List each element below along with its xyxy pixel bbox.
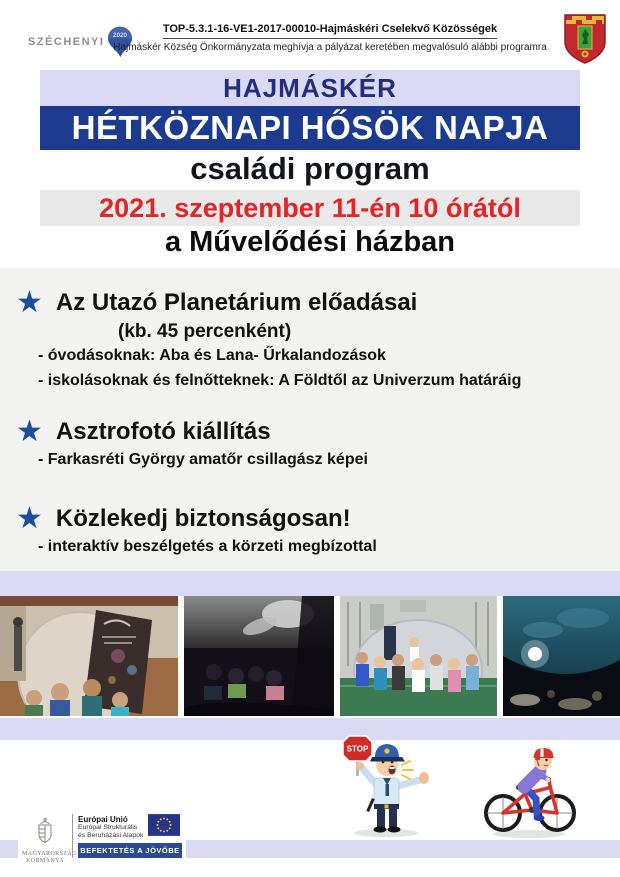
hungarian-coat-of-arms-icon: [35, 816, 55, 844]
eu-line3: és Beruházási Alapok: [78, 832, 144, 839]
hajmasker-coat-of-arms-icon: [562, 12, 608, 66]
svg-text:2020: 2020: [113, 32, 128, 40]
program-title: Asztrofotó kiállítás: [55, 418, 271, 445]
program-subtitle: (kb. 45 percenként): [118, 321, 292, 342]
star-icon: ★: [16, 502, 43, 535]
project-code: TOP-5.3.1-16-VE1-2017-00010-Hajmáskéri Cselekvő Közösségek: [163, 23, 497, 39]
program-title: Közlekedj biztonságosan!: [55, 505, 351, 532]
event-venue: a Művelődési házban: [164, 226, 456, 258]
invitation-line: Hajmáskér Község Önkormányzata meghívja a pályázat keretében megvalósuló alábbi programra: [113, 42, 547, 53]
program-item-traffic-safety: [0, 504, 620, 559]
program-detail: - interaktív beszélgetés a körzeti megbízottal: [38, 538, 377, 555]
event-title: HÉTKÖZNAPI HŐSÖK NAPJA: [40, 106, 580, 150]
header-text: [110, 19, 550, 53]
gov-label-line1: MAGYARORSZÁG: [22, 851, 77, 857]
photo-gym-dome: [340, 596, 497, 716]
program-item-astrophoto: [0, 417, 620, 472]
event-subtitle: családi program: [40, 150, 580, 188]
svg-text:STOP: STOP: [346, 744, 369, 754]
program-title: Az Utazó Planetárium előadásai: [55, 289, 418, 316]
eu-title: Európai Unió: [78, 815, 128, 824]
divider-band: [0, 571, 620, 596]
gov-label-line2: KORMÁNYA: [26, 858, 64, 864]
traffic-police-cartoon-icon: [336, 728, 436, 838]
photo-dome-interior: [503, 596, 620, 716]
eu-line2: Európai Strukturális: [78, 824, 138, 831]
town-title: HAJMÁSKÉR: [40, 70, 580, 106]
program-list: [0, 268, 620, 571]
eu-funding-logo: [72, 814, 182, 858]
photo-strip: [0, 596, 620, 716]
program-detail: - óvodásoknak: Aba és Lana- Űrkalandozások: [38, 347, 386, 364]
program-detail: - Farkasréti György amatőr csillagász képei: [38, 451, 368, 468]
program-item-planetarium: [0, 288, 620, 393]
star-icon: ★: [16, 286, 43, 319]
photo-dome-classroom: [0, 596, 178, 716]
funding-logos: [18, 812, 186, 867]
hungarian-government-logo: [22, 814, 77, 865]
header: [0, 10, 620, 68]
investment-slogan: BEFEKTETÉS A JÖVŐBE: [78, 843, 182, 858]
photo-planetarium-show: [184, 596, 334, 716]
program-detail: - iskolásoknak és felnőtteknek: A Földtől az Univerzum határáig: [38, 372, 522, 389]
star-icon: ★: [16, 415, 43, 448]
kid-on-bicycle-cartoon-icon: [476, 736, 581, 838]
eu-flag-icon: [148, 814, 180, 836]
szechenyi-label: SZÉCHENYI: [28, 36, 105, 48]
event-date: 2021. szeptember 11-én 10 órától: [40, 190, 580, 226]
